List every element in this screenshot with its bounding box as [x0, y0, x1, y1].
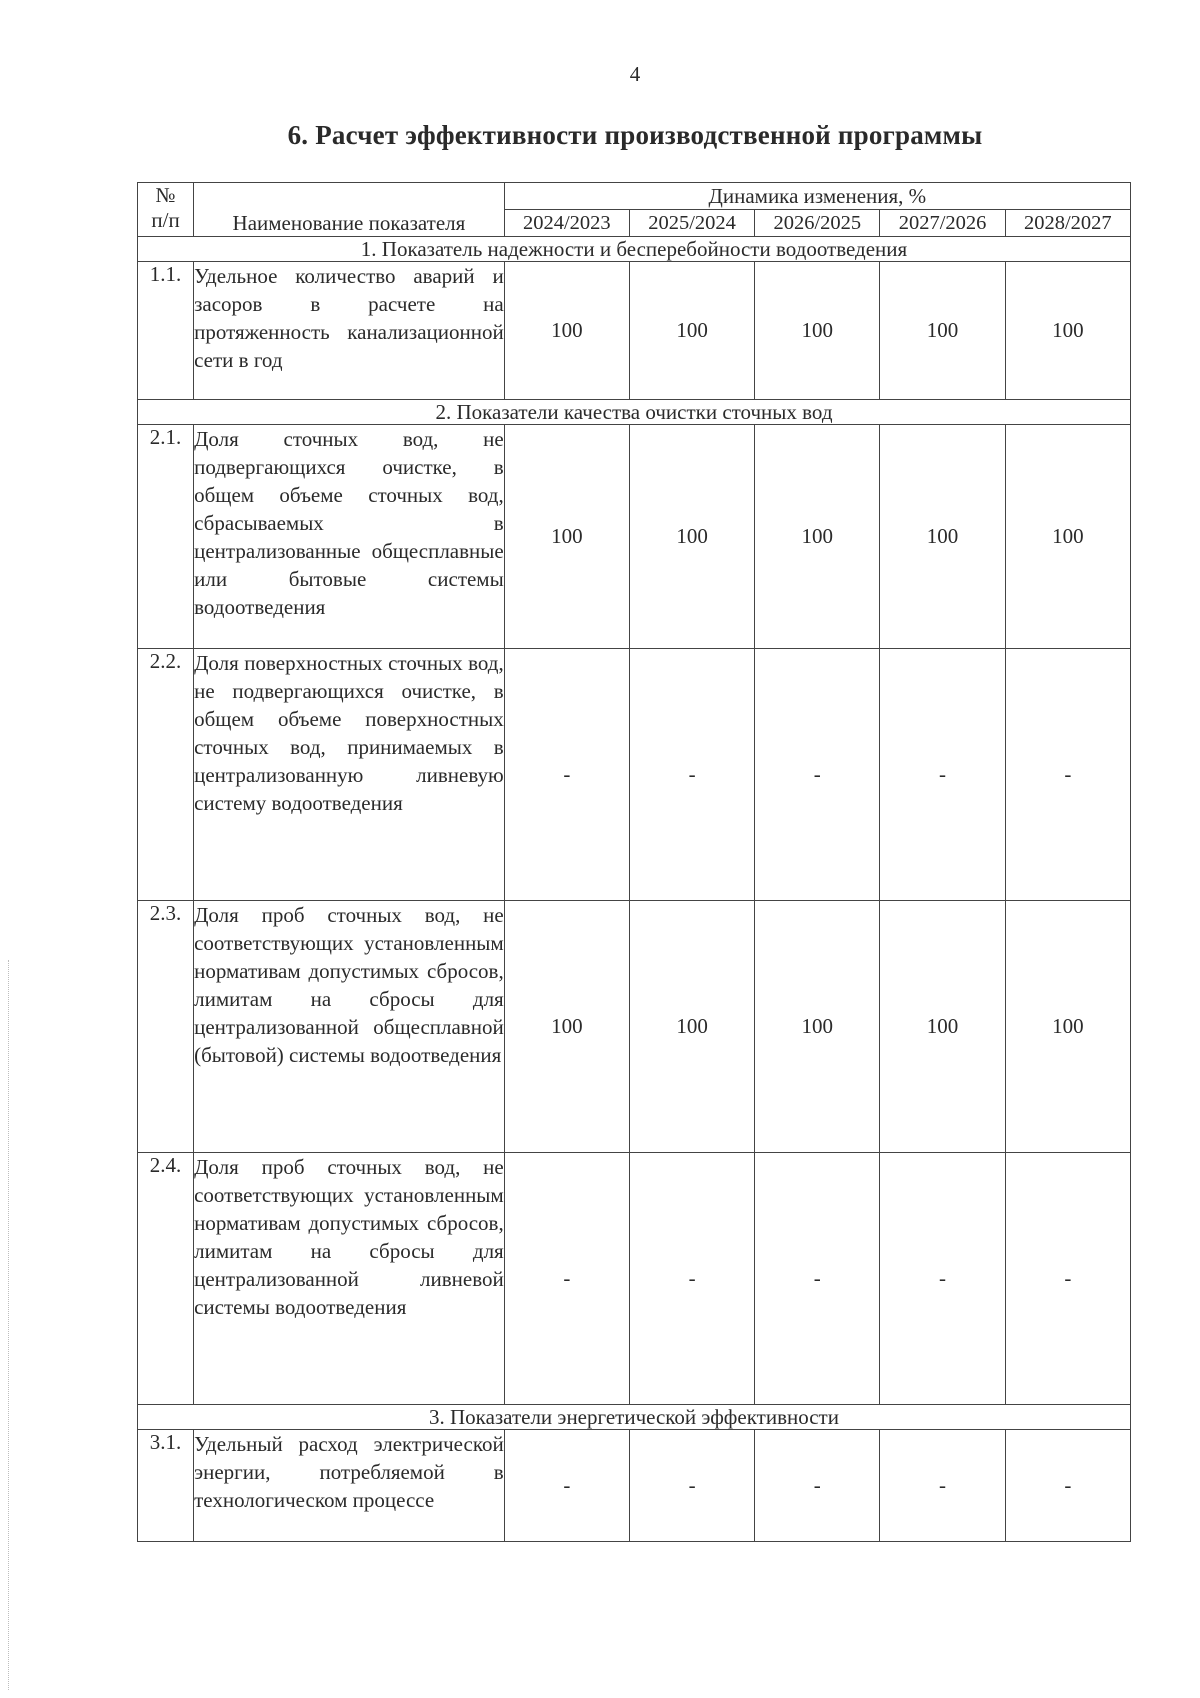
- row-value: -: [504, 649, 629, 901]
- row-value: 100: [755, 425, 880, 649]
- row-number: 2.4.: [138, 1153, 194, 1405]
- table-row: [138, 1153, 1131, 1405]
- row-value: 100: [629, 901, 754, 1153]
- row-value: 100: [504, 901, 629, 1153]
- section-row: [138, 400, 1131, 425]
- header-year: 2025/2024: [629, 210, 754, 237]
- row-value: 100: [504, 262, 629, 400]
- row-number: 2.2.: [138, 649, 194, 901]
- row-value: -: [629, 649, 754, 901]
- row-value: -: [629, 1430, 754, 1542]
- row-value: 100: [755, 901, 880, 1153]
- row-value: -: [755, 1153, 880, 1405]
- efficiency-table: [137, 182, 1131, 1542]
- scan-artifact-line: [8, 960, 10, 1690]
- table-header: [138, 183, 1131, 237]
- row-value: -: [504, 1153, 629, 1405]
- row-number: 2.1.: [138, 425, 194, 649]
- header-number-cell: [138, 183, 194, 237]
- table-row: [138, 901, 1131, 1153]
- row-value: 100: [1005, 425, 1130, 649]
- row-value: -: [755, 1430, 880, 1542]
- row-value: 100: [629, 262, 754, 400]
- row-value: -: [755, 649, 880, 901]
- row-value: 100: [629, 425, 754, 649]
- section-row: [138, 1405, 1131, 1430]
- row-value: 100: [755, 262, 880, 400]
- row-value: 100: [880, 425, 1005, 649]
- row-number: 1.1.: [138, 262, 194, 400]
- header-dynamics: Динамика изменения, %: [504, 183, 1130, 210]
- page-number: 4: [629, 62, 641, 86]
- row-value: -: [880, 1153, 1005, 1405]
- section-title: 1. Показатель надежности и бесперебойности водоотведения: [138, 237, 1131, 262]
- row-number: 3.1.: [138, 1430, 194, 1542]
- section-title: 2. Показатели качества очистки сточных вод: [138, 400, 1131, 425]
- row-value: 100: [880, 262, 1005, 400]
- table-row: [138, 262, 1131, 400]
- row-value: -: [1005, 1153, 1130, 1405]
- header-year: 2026/2025: [755, 210, 880, 237]
- row-number: 2.3.: [138, 901, 194, 1153]
- table-row: [138, 649, 1131, 901]
- row-value: -: [1005, 649, 1130, 901]
- row-value: -: [504, 1430, 629, 1542]
- section-row: [138, 237, 1131, 262]
- row-indicator-name: Удельный расход электрической энергии, потребляемой в технологическом процессе: [194, 1430, 505, 1542]
- row-value: 100: [1005, 262, 1130, 400]
- row-value: -: [880, 649, 1005, 901]
- header-indicator-name: Наименование показателя: [194, 183, 505, 237]
- row-indicator-name: Доля проб сточных вод, не соответствующих установленным нормативам допустимых сбросов, лимитам на сбросы для централизованной ливневой системы водоотведения: [194, 1153, 505, 1405]
- page-title: 6. Расчет эффективности производственной программы: [287, 120, 983, 150]
- row-indicator-name: Удельное количество аварий и засоров в расчете на протяженность канализационной сети в год: [194, 262, 505, 400]
- row-value: 100: [1005, 901, 1130, 1153]
- row-indicator-name: Доля сточных вод, не подвергающихся очистке, в общем объеме сточных вод, сбрасываемых в централизованные общесплавные или бытовые системы водоотведения: [194, 425, 505, 649]
- row-value: 100: [880, 901, 1005, 1153]
- header-year: 2027/2026: [880, 210, 1005, 237]
- header-year: 2024/2023: [504, 210, 629, 237]
- row-indicator-name: Доля проб сточных вод, не соответствующих установленным нормативам допустимых сбросов, лимитам на сбросы для централизованной общесплавной (бытовой) системы водоотведения: [194, 901, 505, 1153]
- row-value: -: [1005, 1430, 1130, 1542]
- row-value: -: [880, 1430, 1005, 1542]
- header-number-abbr: п/п: [151, 208, 180, 232]
- section-title: 3. Показатели энергетической эффективности: [138, 1405, 1131, 1430]
- header-year: 2028/2027: [1005, 210, 1130, 237]
- table-row: [138, 425, 1131, 649]
- row-indicator-name: Доля поверхностных сточных вод, не подвергающихся очистке, в общем объеме поверхностных сточных вод, принимаемых в централизованную ливневую систему водоотведения: [194, 649, 505, 901]
- header-number-symbol: №: [155, 183, 176, 207]
- table-row: [138, 1430, 1131, 1542]
- row-value: 100: [504, 425, 629, 649]
- row-value: -: [629, 1153, 754, 1405]
